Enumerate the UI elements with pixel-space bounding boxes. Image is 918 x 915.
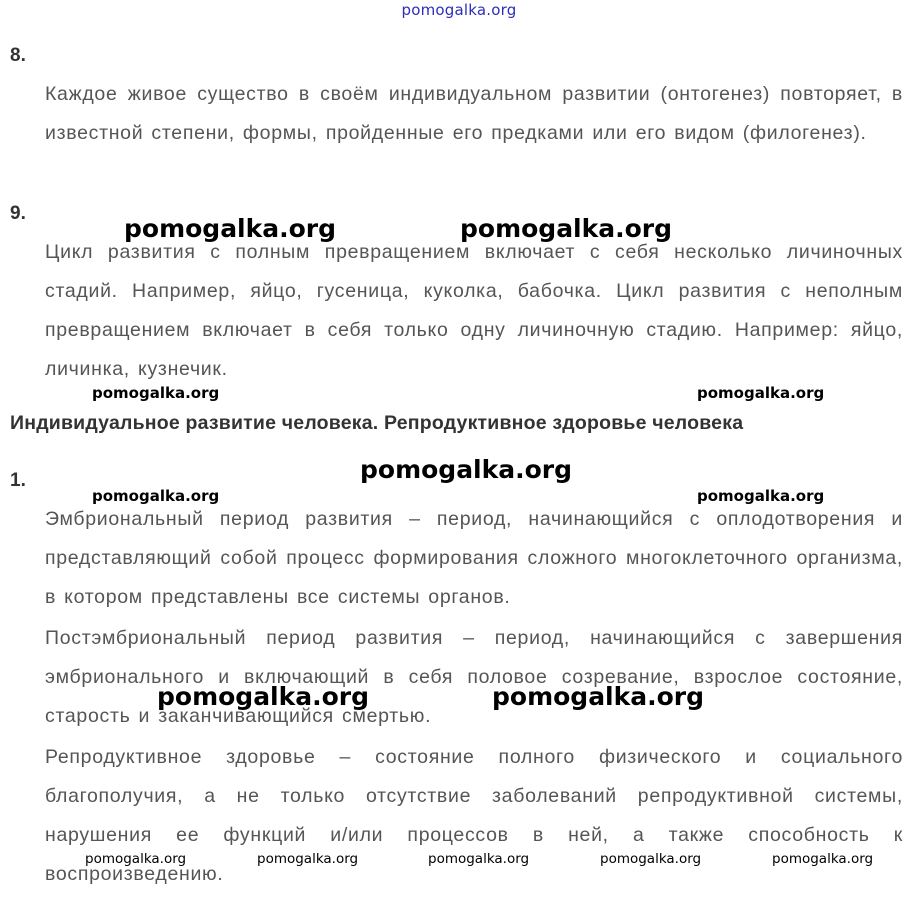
- watermark-tiny: pomogalka.org: [428, 851, 530, 867]
- watermark-small: pomogalka.org: [92, 487, 220, 505]
- watermark-large: pomogalka.org: [124, 214, 337, 243]
- watermark-tiny: pomogalka.org: [772, 851, 874, 867]
- watermark-tiny: pomogalka.org: [85, 851, 187, 867]
- item-9-text: Цикл развития с полным превращением включает с себя несколько личиночных стадий. Например, яйцо, гусеница, куколка, бабочка. Цикл развития с неполным превращением включает в себя только одну личиночную стадию. Например: яйцо, личинка, кузнечик.: [45, 241, 903, 380]
- watermark-tiny: pomogalka.org: [257, 851, 359, 867]
- section-heading: Индивидуальное развитие человека. Репродуктивное здоровье человека: [10, 412, 744, 434]
- watermark-small: pomogalka.org: [697, 384, 825, 402]
- item-1-text-postembryonic: Постэмбриональный период развития – период, начинающийся с завершения эмбрионального и включающий в себя половое созревание, взрослое состояние, старость и заканчивающийся смертью.: [45, 627, 903, 727]
- watermark-small: pomogalka.org: [92, 384, 220, 402]
- watermark-large: pomogalka.org: [492, 682, 705, 711]
- item-number-1: 1.: [10, 470, 26, 491]
- item-1-text-embryonic: Эмбриональный период развития – период, начинающийся с оплодотворения и представляющий собой процесс формирования сложного многоклеточного организма, в котором представлены все системы органов.: [45, 508, 903, 608]
- watermark-large: pomogalka.org: [157, 682, 370, 711]
- watermark-large: pomogalka.org: [360, 455, 573, 484]
- item-1-text-reproductive: Репродуктивное здоровье – состояние полного физического и социального благополучия, а не только отсутствие заболеваний репродуктивной системы, нарушения ее функций и/или процессов в ней, а также способность к воспроизведению.: [45, 746, 903, 885]
- item-number-8: 8.: [10, 45, 26, 66]
- item-number-9: 9.: [10, 203, 26, 224]
- watermark-small: pomogalka.org: [697, 487, 825, 505]
- watermark-tiny: pomogalka.org: [600, 851, 702, 867]
- watermark-large: pomogalka.org: [460, 214, 673, 243]
- site-watermark-top: pomogalka.org: [401, 1, 517, 19]
- item-8-text: Каждое живое существо в своём индивидуальном развитии (онтогенез) повторяет, в известной степени, формы, пройденные его предками или его видом (филогенез).: [45, 83, 903, 144]
